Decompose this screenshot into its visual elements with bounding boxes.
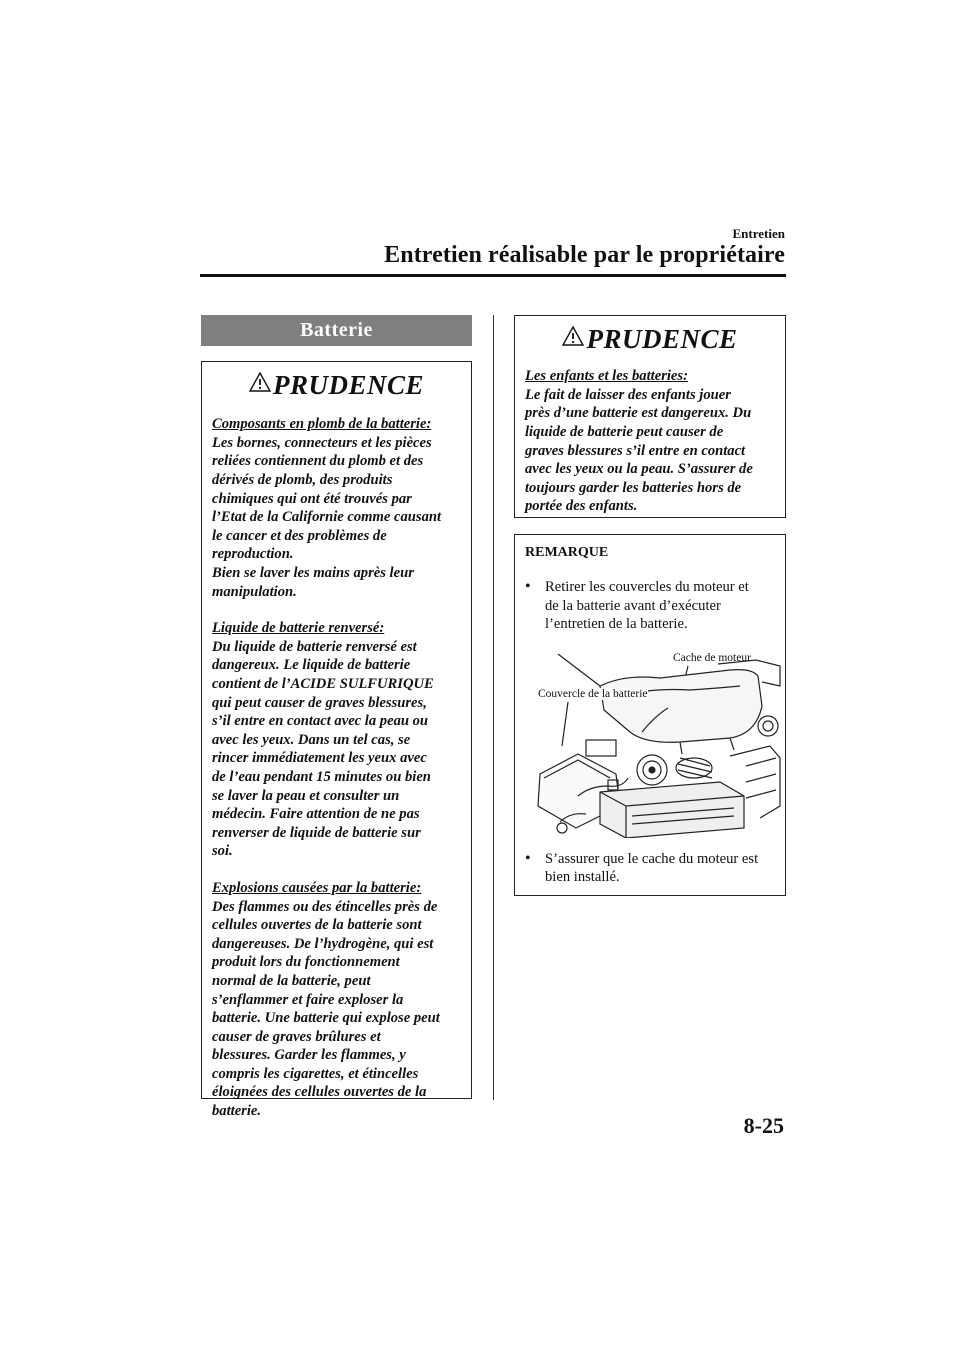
caution-body: [525, 367, 775, 516]
caution-line: avec les yeux ou la peau. S’assurer de: [525, 461, 753, 478]
caution-line: l’Etat de la Californie comme causant: [212, 509, 442, 526]
caution-line: s’il entre en contact avec la peau ou: [212, 713, 429, 730]
caution-line: toujours garder les batteries hors de: [525, 479, 742, 496]
caution-line: dangereuses. De l’hydrogène, qui est: [212, 935, 434, 952]
bullet-symbol: •: [525, 578, 531, 595]
warning-triangle-icon: [562, 322, 584, 353]
caution-line: manipulation.: [212, 583, 297, 600]
caution-line: de l’eau pendant 15 minutes ou bien: [212, 768, 431, 785]
caution-line: compris les cigarettes, et étincelles: [212, 1065, 419, 1082]
header-rule: [200, 274, 786, 277]
caution-line: Du liquide de batterie renversé est: [212, 638, 417, 655]
label-battery-cover: Couvercle de la batterie: [538, 687, 648, 700]
caution-line: cellules ouvertes de la batterie sont: [212, 917, 422, 934]
caution-line: reliées contiennent du plomb et des: [212, 453, 424, 470]
caution-line: graves blessures s’il entre en contact: [525, 442, 746, 459]
caution-block-title: Composants en plomb de la batterie:: [212, 416, 432, 433]
page-number: 8-25: [743, 1113, 784, 1138]
caution-line: se laver la peau et consulter un: [212, 787, 400, 804]
caution-line: le cancer et des problèmes de: [212, 527, 387, 544]
warning-triangle-icon: [249, 368, 271, 399]
caution-line: liquide de batterie peut causer de: [525, 424, 724, 441]
caution-box-battery: [201, 361, 472, 1120]
caution-line: soi.: [212, 843, 233, 860]
note-box: [514, 534, 786, 896]
caution-box-children: [514, 315, 786, 518]
caution-line: médecin. Faire attention de ne pas: [212, 806, 420, 823]
bullet-line: de la batterie avant d’exécuter: [545, 597, 721, 614]
caution-line: reproduction.: [212, 546, 294, 563]
caution-line: chimiques qui ont été trouvés par: [212, 490, 412, 507]
page-title: Entretien réalisable par le propriétaire: [384, 242, 785, 268]
caution-line: portée des enfants.: [525, 498, 638, 515]
caution-line: blessures. Garder les flammes, y: [212, 1047, 406, 1064]
caution-block-title: Les enfants et les batteries:: [525, 368, 688, 385]
caution-line: près d’une batterie est dangereux. Du: [525, 405, 752, 422]
caution-line: dangereux. Le liquide de batterie: [212, 657, 411, 674]
caution-line: avec les yeux. Dans un tel cas, se: [212, 731, 411, 748]
caution-line: rincer immédiatement les yeux avec: [212, 750, 427, 767]
column-divider: [493, 315, 494, 1100]
caution-line: s’enflammer et faire exploser la: [212, 991, 404, 1008]
caution-body: [212, 415, 461, 1120]
caution-block-title: Explosions causées par la batterie:: [212, 879, 422, 896]
bullet-line: Retirer les couvercles du moteur et: [545, 579, 749, 595]
caution-line: renverser de liquide de batterie sur: [212, 824, 421, 841]
caution-line: batterie.: [212, 1103, 262, 1120]
note-heading: REMARQUE: [525, 545, 609, 560]
caution-line: contient de l’ACIDE SULFURIQUE: [212, 676, 434, 693]
caution-line: Bien se laver les mains après leur: [212, 565, 414, 582]
caution-block-title: Liquide de batterie renversé:: [212, 620, 385, 637]
caution-heading: PRUDENCE: [212, 370, 461, 403]
bullet-line: S’assurer que le cache du moteur est: [545, 850, 759, 867]
caution-line: causer de graves brûlures et: [212, 1028, 381, 1045]
caution-line: normal de la batterie, peut: [212, 972, 371, 989]
caution-line: éloignées des cellules ouvertes de la: [212, 1084, 427, 1101]
caution-line: dérivés de plomb, des produits: [212, 472, 393, 489]
caution-line: produit lors du fonctionnement: [212, 954, 400, 971]
caution-line: Des flammes ou des étincelles près de: [212, 898, 438, 915]
caution-line: batterie. Une batterie qui explose peut: [212, 1010, 440, 1027]
bullet-item: [525, 850, 775, 887]
caution-line: Les bornes, connecteurs et les pièces: [212, 434, 432, 451]
bullet-symbol: •: [525, 849, 531, 867]
engine-bay-illustration: [530, 646, 782, 838]
section-title-bar: Batterie: [201, 315, 472, 346]
bullet-line: l’entretien de la batterie.: [545, 616, 688, 633]
bullet-line: bien installé.: [545, 869, 620, 886]
caution-line: Le fait de laisser des enfants jouer: [525, 386, 731, 403]
bullet-item: [525, 578, 775, 634]
header-section-label: Entretien: [732, 226, 785, 241]
caution-heading: PRUDENCE: [525, 324, 775, 357]
label-engine-cover: Cache de moteur: [673, 651, 751, 664]
caution-line: qui peut causer de graves blessures,: [212, 694, 427, 711]
